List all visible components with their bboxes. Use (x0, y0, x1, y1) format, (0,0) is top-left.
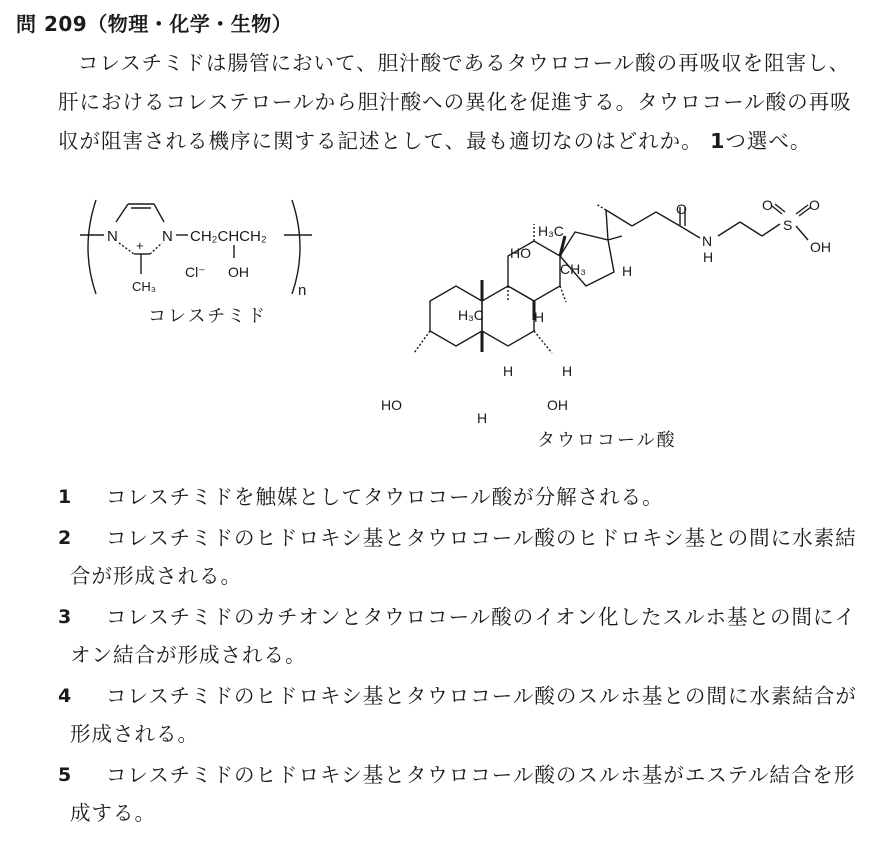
stem-main-text: コレスチミドは腸管において、胆汁酸であるタウロコール酸の再吸収を阻害し、肝におけるコレステロールから胆汁酸への異化を促進する。タウロコール酸の再吸収が阻害される機序に関する記述として、最も適切なのはどれか。 (58, 51, 852, 153)
taurocholic-amide-n: N (702, 233, 713, 249)
taurocholic-carbonyl-o: O (676, 201, 687, 217)
choice-2[interactable] (58, 519, 868, 595)
colestimide-n-right: N (162, 228, 173, 245)
taurocholic-acid-name: タウロコール酸 (537, 430, 677, 451)
taurocholic-s: S (783, 217, 793, 233)
choice-text: コレスチミドのヒドロキシ基とタウロコール酸のヒドロキシ基との間に水素結合が形成される。 (70, 526, 857, 588)
choice-1[interactable] (58, 478, 868, 516)
choice-text: コレスチミドを触媒としてタウロコール酸が分解される。 (106, 485, 664, 509)
colestimide-name: コレスチミド (148, 306, 268, 327)
chemical-structures-figure (0, 190, 879, 460)
choice-3[interactable] (58, 598, 868, 674)
taurocholic-oh-c7: OH (547, 397, 568, 413)
taurocholic-ch3-c18: CH₃ (560, 261, 586, 277)
colestimide-chloride: Cl⁻ (185, 264, 206, 280)
left-bracket (88, 200, 96, 294)
taurocholic-h-c17: H (622, 263, 633, 279)
colestimide-methyl: CH₃ (132, 279, 157, 294)
taurocholic-ho-c12: HO (510, 245, 531, 261)
taurocholic-h3c-c19: H₃C (458, 307, 484, 323)
taurocholic-ho-c3: HO (381, 397, 402, 413)
colestimide-plus: + (136, 238, 144, 253)
colestimide-ch2chch2: CH₂CHCH₂ (190, 228, 267, 245)
choice-4[interactable] (58, 677, 868, 753)
taurocholic-so-o1: O (762, 197, 773, 213)
colestimide-oh: OH (228, 264, 249, 280)
choice-text: コレスチミドのカチオンとタウロコール酸のイオン化したスルホ基との間にイオン結合が形成される。 (70, 605, 857, 667)
taurocholic-so-o2: O (809, 197, 820, 213)
taurocholic-h-c9: H (503, 363, 514, 379)
choice-number: 5 (58, 764, 73, 786)
choice-text: コレスチミドのヒドロキシ基とタウロコール酸のスルホ基がエステル結合を形成する。 (70, 763, 856, 825)
answer-choices (58, 478, 868, 835)
taurocholic-h3c-side: H₃C (538, 223, 564, 239)
taurocholic-h-c14: H (562, 363, 573, 379)
question-header: 問 209（物理・化学・生物） (16, 12, 293, 36)
choice-number: 2 (58, 527, 73, 549)
right-bracket (292, 200, 300, 294)
stem-count: 1 (710, 129, 726, 153)
choice-number: 4 (58, 685, 73, 707)
stem-tail-text: つ選べ。 (725, 129, 812, 153)
choice-text: コレスチミドのヒドロキシ基とタウロコール酸のスルホ基との間に水素結合が形成される。 (70, 684, 857, 746)
taurocholic-acid-structure (414, 204, 811, 353)
taurocholic-h-c8: H (534, 309, 545, 325)
question-stem (58, 44, 868, 161)
choice-number: 3 (58, 606, 73, 628)
colestimide-n-left: N (107, 228, 118, 245)
taurocholic-h-c5: H (477, 410, 488, 426)
taurocholic-amide-h: H (703, 249, 714, 265)
taurocholic-s-oh: OH (810, 239, 831, 255)
choice-5[interactable] (58, 756, 868, 832)
choice-number: 1 (58, 486, 73, 508)
colestimide-subscript-n: n (298, 282, 307, 299)
